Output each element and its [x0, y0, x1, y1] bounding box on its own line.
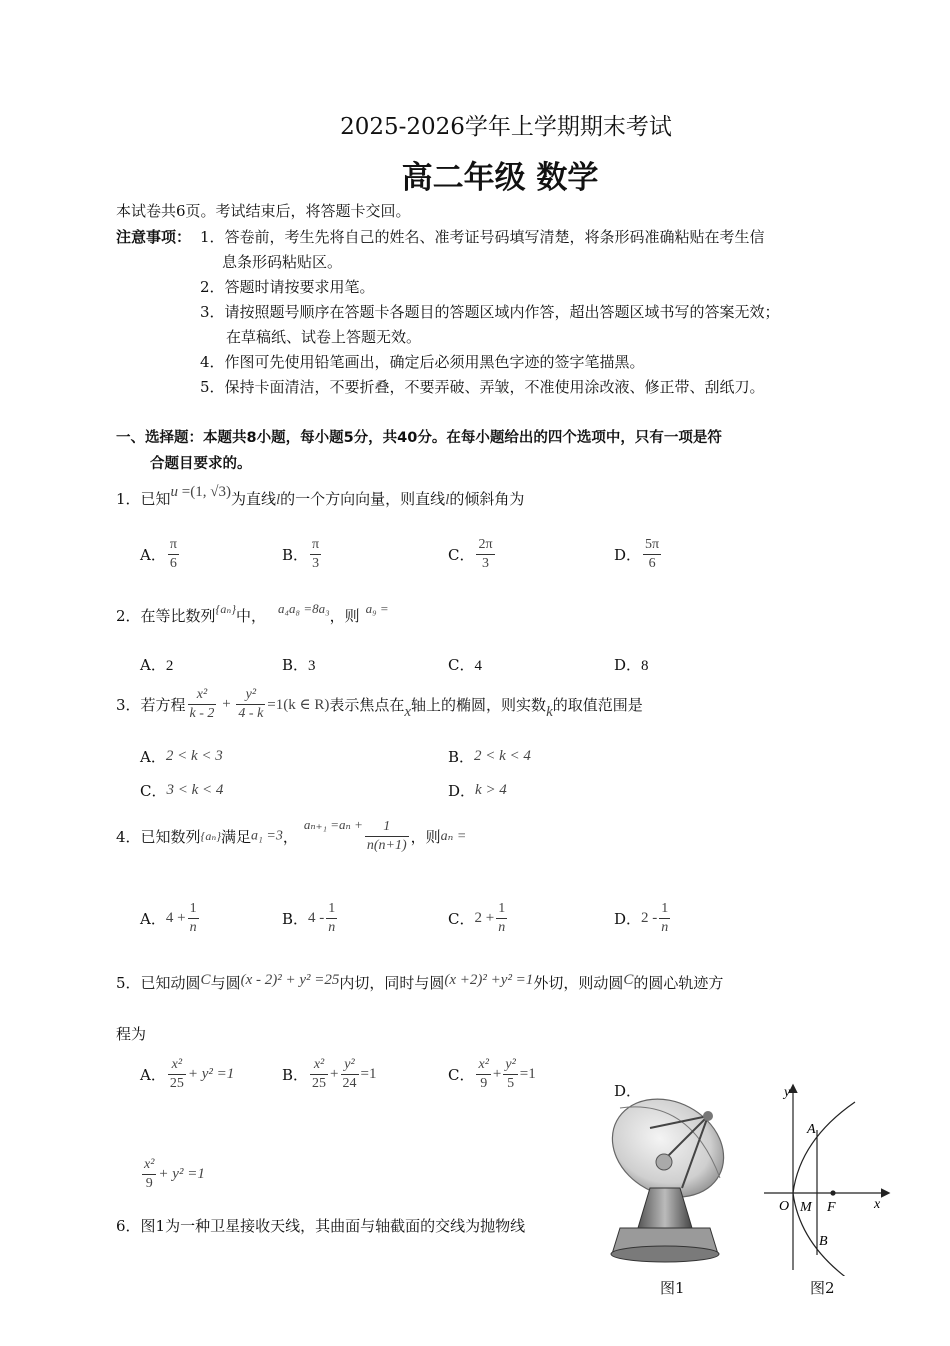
parabola-curve	[793, 1102, 855, 1276]
q4-option-d[interactable]: D．2 - $\frac{1}{n}$	[614, 901, 669, 935]
notice-item-1: 1．答卷前，考生先将自己的姓名、准考证号码填写清楚，将条形码准确粘贴在考生信	[200, 228, 765, 246]
q1-option-c[interactable]: C． $\frac{2\pi}{3}$	[448, 537, 493, 571]
q1-option-d[interactable]: D． $\frac{5\pi}{6}$	[614, 537, 660, 571]
label-a: A	[807, 1122, 816, 1137]
question-2-stem: 2．在等比数列$^{\{a_n\}}$中， a₄a₈ =8a₃，则 a₉ =	[116, 601, 389, 625]
label-y: y	[784, 1085, 791, 1100]
feed-horn	[703, 1111, 713, 1121]
q2-option-a[interactable]: A．2	[140, 656, 174, 674]
question-4-stem: 4．已知数列{aₙ}满足a₁ =3，aₙ₊₁ =aₙ + $\frac{1}{n(n+1)}$ ，则aₙ =	[116, 816, 467, 853]
section-heading: 一、选择题：本题共8小题，每小题5分，共40分。在每小题给出的四个选项中，只有一项是符	[116, 430, 722, 446]
label-x: x	[874, 1197, 881, 1212]
figure-1-caption: 图1	[660, 1279, 685, 1297]
q5-option-d-label[interactable]: D．	[614, 1082, 642, 1100]
question-6-stem: 6．图1为一种卫星接收天线，其曲面与轴截面的交线为抛物线	[116, 1217, 526, 1235]
notice-item-3-cont: 在草稿纸、试卷上答题无效。	[226, 328, 422, 346]
q4-option-a[interactable]: A．4 + $\frac{1}{n}$	[140, 901, 197, 935]
q1-option-a[interactable]: A． $\frac{\pi}{6}$	[140, 537, 177, 571]
exam-subtitle: 高二年级 数学	[401, 160, 599, 196]
q2-option-b[interactable]: B．3	[282, 656, 316, 674]
notice-item-5: 5．保持卡面清洁，不要折叠，不要弄破、弄皱，不准使用涂改液、修正带、刮纸刀。	[200, 378, 765, 396]
q5-option-c[interactable]: C． $\frac{\text{x²}}{9}$ + $\frac{\text{y²}}{5}$ =1	[448, 1057, 536, 1091]
q3-option-a[interactable]: A．2 < k < 3	[140, 748, 223, 766]
label-b: B	[819, 1234, 828, 1249]
exam-title: 2025-2026学年上学期期末考试	[340, 114, 672, 140]
q2-option-d[interactable]: D．8	[614, 656, 649, 674]
q1-option-b[interactable]: B． $\frac{\pi}{3}$	[282, 537, 320, 571]
section-heading-cont: 合题目要求的。	[150, 456, 252, 472]
question-5-stem-cont: 程为	[116, 1025, 147, 1043]
q5-option-b[interactable]: B． $\frac{\text{x²}}{25}$ + $\frac{\text{y²}}{24}$ =1	[282, 1057, 377, 1091]
label-m: M	[800, 1200, 812, 1215]
label-f: F	[827, 1200, 836, 1215]
label-o: O	[779, 1199, 790, 1214]
notice-item-1-cont: 息条形码粘贴区。	[222, 253, 343, 271]
q5-option-d[interactable]: $\frac{\text{x²}}{9}$ + y² =1	[144, 1157, 205, 1191]
question-3-stem: 3．若方程 $\frac{\text{x²}}{k - 2}$ + $\frac{\text{y²}}{4 - k}$ =1(k ∈ R)表示焦点在x轴上的椭圆，则实数k的取值范围是	[116, 687, 643, 721]
dish-hub	[656, 1154, 672, 1170]
q3-option-d[interactable]: D．k > 4	[448, 782, 507, 800]
intro-text: 本试卷共6页。考试结束后，将答题卡交回。	[116, 202, 411, 220]
q3-option-c[interactable]: C．3 < k < 4	[140, 782, 224, 800]
satellite-dish-figure	[600, 1078, 746, 1270]
notice-label: 注意事项：	[116, 228, 192, 246]
dish-base-ring	[611, 1246, 719, 1262]
notice-item-3: 3．请按照题号顺序在答题卡各题目的答题区域内作答，超出答题区域书写的答案无效；	[200, 303, 780, 321]
notice-item-4: 4．作图可先使用铅笔画出，确定后必须用黑色字迹的签字笔描黑。	[200, 353, 645, 371]
question-1-stem: 1．已知u =(1, √3)为直线l的一个方向向量，则直线l的倾斜角为	[116, 484, 525, 508]
notice-item-2: 2．答题时请按要求用笔。	[200, 278, 375, 296]
question-5-stem: 5．已知动圆C与圆(x - 2)² + y² =25内切，同时与圆(x +2)² +y² =1外切，则动圆C的圆心轨迹方	[116, 972, 724, 992]
figure-2-caption: 图2	[810, 1279, 835, 1297]
q4-option-c[interactable]: C．2 + $\frac{1}{n}$	[448, 901, 506, 935]
q2-option-c[interactable]: C．4	[448, 656, 482, 674]
q5-option-a[interactable]: A． $\frac{\text{x²}}{25}$ + y² =1	[140, 1057, 235, 1091]
focus-point	[830, 1190, 835, 1195]
q3-option-b[interactable]: B．2 < k < 4	[448, 748, 531, 766]
q4-option-b[interactable]: B．4 - $\frac{1}{n}$	[282, 901, 336, 935]
parabola-diagram	[760, 1080, 894, 1276]
